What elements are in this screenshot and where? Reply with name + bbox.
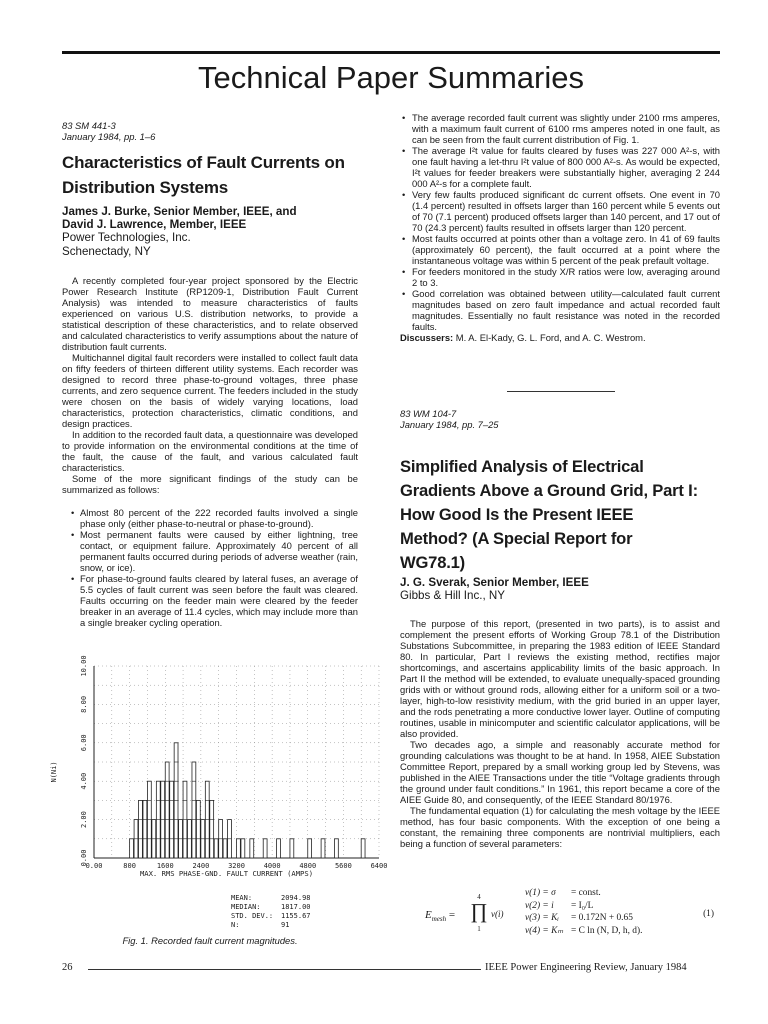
equation-lhs-subscript: mesh [431,915,447,924]
list-item: • Almost 80 percent of the 222 recorded faults involved a single phase only (either phase-to-neutral or phase-to-ground). [62,507,358,529]
paper1-body [62,275,358,495]
paper2-paragraph: Two decades ago, a simple and reasonably accurate method for grounding calculations was thought to be at hand. In 1958, AIEE Substation Committee Report, prepared by a small working group led by Stevens, was published in the AIEE Transactions under the title “Voltage gradients through the ground under fault conditions.” In 1961, this report became a core of the AIEE Guide 80, and consequently, of the IEEE Standard 80/1976. [400,739,720,805]
paper1-paragraph: Some of the more significant findings of the study can be summarized as follows: [62,473,358,495]
equation-row-lhs: ν(3) = Kᵢ [525,913,559,923]
equation-row-rhs: = I₀/L [571,900,594,911]
paper1-number: 83 SM 441-3 [62,120,116,131]
journal-footer: IEEE Power Engineering Review, January 1984 [485,962,687,973]
histogram-bar [143,800,147,858]
stats-value: 91 [281,921,290,929]
histogram-bar [223,839,227,858]
product-lower-limit: 1 [477,925,481,933]
top-rule [62,51,720,54]
histogram-bar [241,839,245,858]
paper2-header [400,408,720,430]
y-tick-label: 4.00 [80,772,88,790]
list-item: • Very few faults produced significant dc current offsets. One event in 70 (1.4 percent) resulted in offsets larger than 160 percent while 5 events out of 70 (7.1 percent) produced offsets larger than 140 percent, and 17 out of 70 (24.3 percent) faults resulted in offsets larger than 120 percent. [400,189,720,233]
paper2-body [400,618,720,849]
paper2-affiliation: Gibbs & Hill Inc., NY [400,589,506,602]
paper2-number: 83 WM 104-7 [400,408,457,419]
paper1-title-line: Characteristics of Fault Currents on [62,153,345,172]
footer-rule [88,969,481,970]
x-tick-label: 2400 [192,862,210,870]
paper1-findings-list [62,507,358,628]
y-tick-label: 8.00 [80,695,88,713]
product-symbol: ∏ [470,899,488,923]
list-item: • The average I²t value for faults cleared by fuses was 227 000 A²-s, with one fault having a let-thru I²t value of 800 000 A²-s. As would be expected, I²t values for feeder breakers were substantially higher, averaging 2 244 000 A²-s for a complete fault. [400,145,720,189]
figure-caption: Fig. 1. Recorded fault current magnitudes. [122,935,298,946]
paper2-title [400,455,720,575]
y-axis-label: N(Ni) [50,761,58,783]
y-tick-label: 2.00 [80,811,88,829]
equation-equals: = [448,909,456,921]
paper1-findings-continued [400,112,720,343]
equation-row [525,912,642,925]
page-masthead: Technical Paper Summaries [198,60,584,95]
stats-label: N: [231,921,240,929]
histogram-bar [130,839,134,858]
paper2-authors: J. G. Sverak, Senior Member, IEEE [400,576,589,589]
product-term: ν(i) [491,909,504,919]
x-tick-label: 4000 [263,862,281,870]
histogram-bar [192,762,196,858]
equation-row-lhs: ν(4) = Kₘ [525,925,564,936]
paper1-affiliation-line: Power Technologies, Inc. [62,231,191,244]
paper1-byline [62,205,358,259]
equation-number: (1) [703,909,714,919]
histogram-bar [165,762,169,858]
paper1-paragraph: Multichannel digital fault recorders were installed to collect fault data on fifty feeders of thirteen different utility systems. Each recorder was designed to record three phase-to-ground voltages, three phase currents, and zero sequence current. The feeders included in the study were chosen on the basis of widely varying locations, load characteristics, protection characteristics, climatic conditions, and design practices. [62,352,358,429]
discussers-label: Discussers: [400,332,454,343]
stats-label: STD. DEV.: [231,912,274,920]
stats-value: 1817.00 [281,903,311,911]
paper1-affiliation-line: Schenectady, NY [62,245,151,258]
paper2-title-line: Simplified Analysis of Electrical [400,457,644,476]
section-divider [507,391,615,392]
equation-row-rhs: = 0.172N + 0.65 [571,913,633,923]
figure-stats [231,894,311,930]
paper1-paragraph: In addition to the recorded fault data, a questionnaire was developed to provide information on the environmental conditions at the time of the fault, the cause of the fault, and various calculated fault characteristics. [62,429,358,473]
paper1-discussers [400,332,720,343]
list-item: • For phase-to-ground faults cleared by lateral fuses, an average of 5.5 cycles of fault current was seen before the fault was cleared. Faults occurring on the feeder main were cleared by the feeder breaker in an average of 11.4 cycles, which may include more than a single breaker cycling operation. [62,573,358,628]
list-item: • Good correlation was obtained between utility—calculated fault current magnitudes based on zero fault impedance and actual recorded fault magnitudes. Essentially no fault resistance was noted in the recorded faults. [400,288,720,332]
histogram-bar [139,800,143,858]
histogram-bar [214,839,218,858]
paper2-byline [400,576,720,603]
histogram-bar [277,839,281,858]
stats-row [231,894,311,903]
equation-row-rhs: = const. [571,888,601,898]
y-tick-label: 6.00 [80,734,88,752]
equation-lhs-symbol: E [425,909,432,921]
histogram-bar [361,839,365,858]
paper2-title-line: WG78.1) [400,553,465,572]
paper2-title-line: Gradients Above a Ground Grid, Part I: [400,481,698,500]
x-tick-label: 4800 [299,862,317,870]
stats-row [231,912,311,921]
paper1-paragraph: A recently completed four-year project sponsored by the Electric Power Research Institute (RP1209-1, Distribution Fault Current Analysis) was intended to measure characteristics of faults experienced on various U.S. distribution networks, to provide a statistical description of these characteristics, and to relate observed and calculated characteristics to verify assumptions about the nature of distribution fault currents. [62,275,358,352]
x-tick-label: 6400 [370,862,388,870]
x-tick-label: 0.00 [85,862,103,870]
histogram-bar [196,800,200,858]
equation-row [525,900,642,913]
y-tick-label: 0.00 [80,849,88,867]
list-item: • Most permanent faults were caused by either lightning, tree contact, or equipment failure. Approximately 40 percent of all permanent faults occurred during periods of adverse weather (rain, snow, or ice). [62,529,358,573]
stats-value: 1155.67 [281,912,311,920]
paper1-header [62,120,358,142]
paper2-date: January 1984, pp. 7–25 [400,419,499,430]
page-number: 26 [62,962,73,973]
x-tick-label: 5600 [334,862,352,870]
histogram-bar [308,839,312,858]
paper2-paragraph: The fundamental equation (1) for calculating the mesh voltage by the IEEE method, has four basic components. With the exception of one being a constant, the remaining three components are nontrivial multipliers, each being a function of several parameters: [400,805,720,849]
histogram-bar [334,839,338,858]
y-tick-label: 10.00 [80,655,88,677]
paper1-author-line: James J. Burke, Senior Member, IEEE, and [62,205,297,218]
discussers-names: M. A. El-Kady, G. L. Ford, and A. C. Westrom. [455,332,646,343]
x-tick-label: 1600 [156,862,174,870]
histogram-bar [263,839,267,858]
histogram-bar [250,839,254,858]
stats-label: MEAN: [231,894,253,902]
equation-row-lhs: ν(2) = i [525,900,554,911]
histogram-bar [290,839,294,858]
paper2-paragraph: The purpose of this report, (presented in two parts), is to assist and complement the present efforts of Working Group 78.1 of the Distribution Substations Subcommittee, in preparing the 1983 edition of IEEE Standard 80. In particular, Part I reviews the existing method, rectifies major shortcomings, and ascertains applicability limits of the basic approach. In Part II the method will be extended, to evaluate unequally-spaced grounding grids with or without ground rods, allowing either for a uniform soil or a two-layer, high-to-low resistivity medium, with the grid buried in an upper layer, and the rods penetrating a more conductive lower layer. Outline of computing routines, usable in minicomputer and scientific calculator applications, will be also provided. [400,618,720,739]
equation-row-rhs: = C ln (N, D, h, d). [571,925,643,936]
histogram-bar [210,800,214,858]
x-axis-label: MAX. RMS PHASE-GND. FAULT CURRENT (AMPS) [139,869,314,878]
paper1-title-line: Distribution Systems [62,178,229,197]
list-item: • Most faults occurred at points other than a voltage zero. In 41 of 69 faults (approximately 60 percent), the fault occurred at a point where the instantaneous voltage was within 5 percent of the peak prefault voltage. [400,233,720,266]
x-tick-label: 3200 [228,862,245,870]
list-item: • For feeders monitored in the study X/R ratios were low, averaging around 2 to 3. [400,266,720,288]
equation-row [525,925,642,938]
paper1-author-line: David J. Lawrence, Member, IEEE [62,218,247,231]
paper2-title-line: How Good Is the Present IEEE [400,505,634,524]
equation-definitions [525,887,642,937]
list-item: • The average recorded fault current was slightly under 2100 rms amperes, with a maximum fault current of 6100 rms amperes noted in one fault, as can be seen from the fault current distribution of Fig. 1. [400,112,720,145]
fault-current-histogram [44,655,388,896]
product-upper-limit: 4 [477,893,481,901]
paper2-title-line: Method? (A Special Report for [400,529,633,548]
x-tick-label: 800 [123,862,136,870]
equation-lhs [425,909,455,923]
stats-value: 2094.98 [281,894,311,902]
paper1-date: January 1984, pp. 1–6 [62,131,156,142]
histogram-bar [237,839,241,858]
stats-row [231,921,311,930]
mesh-voltage-equation [425,887,720,947]
equation-row [525,887,642,900]
histogram-bar [321,839,325,858]
paper1-title [62,150,358,200]
stats-label: MEDIAN: [231,903,261,911]
stats-row [231,903,311,912]
equation-row-lhs: ν(1) = σ [525,888,556,898]
